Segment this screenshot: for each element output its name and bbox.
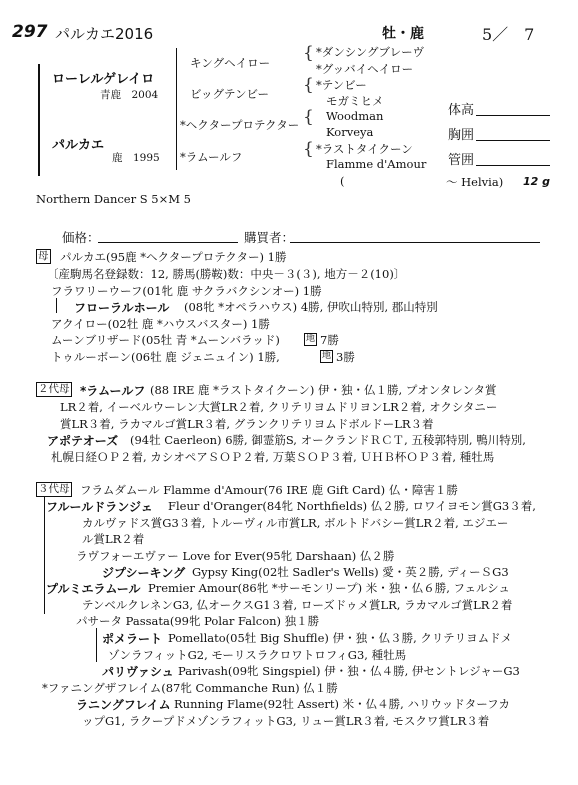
dam-line-0: パルカエ(95鹿 *ヘクタープロテクター) 1勝 bbox=[60, 250, 287, 264]
dsd-name: Korveya bbox=[326, 125, 374, 139]
sire-info: 青鹿 2004 bbox=[100, 89, 159, 101]
second-dam-tag: ２代母 bbox=[38, 383, 70, 395]
catalog-number: 297 bbox=[12, 22, 48, 42]
sds-name: *テンビー bbox=[316, 78, 367, 92]
dam-line-1: 〔産駒馬名登録数：12, 勝馬(勝鞍)数：中央－３(３), 地方－２(10)〕 bbox=[47, 267, 406, 281]
dam-line-8: 7勝 bbox=[320, 333, 339, 347]
third-dam-line-18: ラニングフレイム bbox=[76, 698, 171, 712]
helvia-open: ( bbox=[340, 174, 345, 188]
height-field[interactable] bbox=[476, 115, 550, 116]
third-dam-line-5: ラヴフォーエヴァー Love for Ever(95牝 Darshaan) 仏２勝 bbox=[76, 549, 395, 563]
chest-label: 胸囲 bbox=[448, 128, 475, 143]
dd-name: *ラムールフ bbox=[180, 150, 243, 164]
dam-line-5: アクイロー(02牡 鹿 *ハウスバスター) 1勝 bbox=[51, 317, 270, 331]
dam-line-10: 地 bbox=[322, 351, 332, 361]
third-dam-line-7: Gypsy King(02牡 Sadler's Wells) 愛・英２勝, ディーＳG3 bbox=[192, 565, 509, 579]
dss-name: Woodman bbox=[326, 109, 384, 123]
chest-field[interactable] bbox=[476, 140, 550, 141]
dam-line-2: フラワリーウーフ(01牝 鹿 サクラバクシンオー) 1勝 bbox=[51, 284, 322, 298]
dam-info: 鹿 1995 bbox=[112, 152, 160, 164]
inbreed-line: Northern Dancer S 5×M 5 bbox=[36, 192, 191, 206]
third-dam-line-14: ゾンラフィットG2, モーリスラクロワトロフィG3, 種牡馬 bbox=[108, 648, 407, 662]
brace-2: { bbox=[303, 75, 314, 95]
price-label: 価格： bbox=[62, 230, 100, 245]
third-dam-line-8: プルミエラムール bbox=[46, 582, 141, 596]
third-dam-line-13: Pomellato(05牡 Big Shuffle) 伊・独・仏３勝, クリテリヨムドメ bbox=[168, 631, 513, 645]
third-dam-line-10: テンベルクレネンG3, 仏オークスG1３着, ローズドゥメ賞LR, ラカマルゴ賞LR２着 bbox=[82, 598, 513, 612]
height-label: 体高 bbox=[448, 103, 475, 118]
third-dam-line-20: ップG1, ラクープドメゾンラフィットG3, リュー賞LR３着, モスクワ賞LR３着 bbox=[82, 714, 490, 728]
third-dam-line-6: ジプシーキング bbox=[102, 566, 186, 580]
third-dam-vrule bbox=[44, 496, 45, 614]
dam-line-4: (08牝 *オペラハウス) 4勝, 伊吹山特別, 郡山特別 bbox=[184, 300, 438, 314]
dam-line-3: フローラルホール bbox=[74, 301, 170, 315]
second-dam-name: *ラムールフ bbox=[80, 384, 146, 398]
ddd-name: Flamme d'Amour bbox=[326, 157, 427, 171]
third-dam-line-11: パサータ Passata(99牝 Polar Falcon) 独１勝 bbox=[76, 614, 320, 628]
third-dam-line-15: パリヴァシュ bbox=[102, 665, 174, 679]
third-dam-line-17: *ファニングザフレイム(87牝 Commanche Run) 仏１勝 bbox=[42, 681, 338, 695]
ssd-name: *グッバイヘイロー bbox=[316, 62, 414, 76]
cannon-label: 管囲 bbox=[448, 153, 475, 168]
brace-3: { bbox=[303, 107, 314, 127]
pedigree-left-rule bbox=[38, 64, 40, 176]
third-dam-line-1: フルールドランジェ bbox=[46, 500, 153, 514]
dam-name: パルカエ bbox=[52, 138, 105, 153]
second-dam-line-3: アポテオーズ bbox=[47, 434, 119, 448]
dam-line-7: 地 bbox=[306, 334, 316, 344]
buyer-field[interactable] bbox=[290, 242, 540, 243]
sire-name: ローレルゲレイロ bbox=[52, 72, 155, 87]
helvia-line: ～ Helvia) bbox=[446, 175, 504, 189]
ss-name: キングヘイロー bbox=[190, 56, 271, 70]
third-dam-line-2: Fleur d'Oranger(84牝 Northfields) 仏２勝, ロワイヨモン賞G3３着, bbox=[168, 499, 536, 513]
brace-4: { bbox=[303, 139, 314, 159]
sss-name: *ダンシングブレーヴ bbox=[316, 45, 425, 59]
third-dam-line-12: ポメラート bbox=[102, 632, 163, 646]
brace-1: { bbox=[303, 43, 314, 63]
second-dam-line-0: (88 IRE 鹿 *ラストタイクーン) 伊・独・仏１勝, プオンタレンタ賞 bbox=[150, 383, 497, 397]
birth-date: 5／ 7 bbox=[482, 25, 535, 44]
pomellato-vrule bbox=[96, 628, 97, 662]
third-dam-line-4: ル賞LR２着 bbox=[82, 532, 145, 546]
dam-line-9: トゥルーボーン(06牡 鹿 ジェニュイン) 1勝, bbox=[51, 350, 280, 364]
price-field[interactable] bbox=[98, 242, 238, 243]
second-dam-line-1: LR２着, イーベルウーレン大賞LR２着, クリテリヨムドリヨンLR２着, オクシタニー bbox=[60, 400, 498, 414]
second-dam-line-4: (94牡 Caerleon) 6勝, 御霊筋S, オークランドＲＣＴ, 五稜郭特別, 鴨川特別, bbox=[130, 433, 526, 447]
buyer-label: 購買者： bbox=[244, 230, 295, 245]
pedigree-gen2-rule bbox=[176, 48, 177, 170]
dds-name: *ラストタイクーン bbox=[316, 142, 413, 156]
sd-name: ビッグテンビー bbox=[190, 87, 270, 101]
ds-name: *ヘクタープロテクター bbox=[180, 118, 300, 132]
dam-tag: 母 bbox=[38, 250, 49, 262]
cannon-field[interactable] bbox=[476, 165, 550, 166]
third-dam-line-9: Premier Amour(86牝 *サーモンリープ) 米・独・仏６勝, フェルシュ bbox=[148, 581, 510, 595]
dam-line-6: ムーンブリザード(05牡 青 *ムーンバラッド) bbox=[51, 333, 280, 347]
third-dam-line-0: フラムダムール Flamme d'Amour(76 IRE 鹿 Gift Card) 仏・障害１勝 bbox=[80, 483, 458, 497]
horse-name: パルカエ2016 bbox=[55, 25, 154, 43]
sex-color: 牡・鹿 bbox=[382, 26, 424, 42]
dam-line-11: 3勝 bbox=[336, 350, 355, 364]
sdd-name: モガミヒメ bbox=[326, 94, 384, 108]
second-dam-line-5: 札幌日経ＯＰ２着, カシオペアＳＯＰ２着, 万葉ＳＯＰ３着, ＵＨＢ杯ＯＰ３着, 種牡馬 bbox=[51, 450, 495, 464]
weight: 12 g bbox=[523, 175, 551, 188]
third-dam-line-19: Running Flame(92牡 Assert) 米・仏４勝, ハリウッドターフカ bbox=[174, 697, 511, 711]
third-dam-line-3: カルヴァドス賞G3３着, トルーヴィル市賞LR, ボルトドバシー賞LR２着, エジエー bbox=[82, 516, 509, 530]
second-dam-line-2: 賞LR３着, ラカマルゴ賞LR３着, グランクリテリヨムドボルドーLR３着 bbox=[60, 417, 434, 431]
third-dam-tag: ３代母 bbox=[38, 483, 70, 495]
dam-foal-vrule bbox=[56, 298, 57, 313]
third-dam-line-16: Parivash(09牝 Singspiel) 伊・独・仏４勝, 伊セントレジャーG3 bbox=[178, 664, 520, 678]
